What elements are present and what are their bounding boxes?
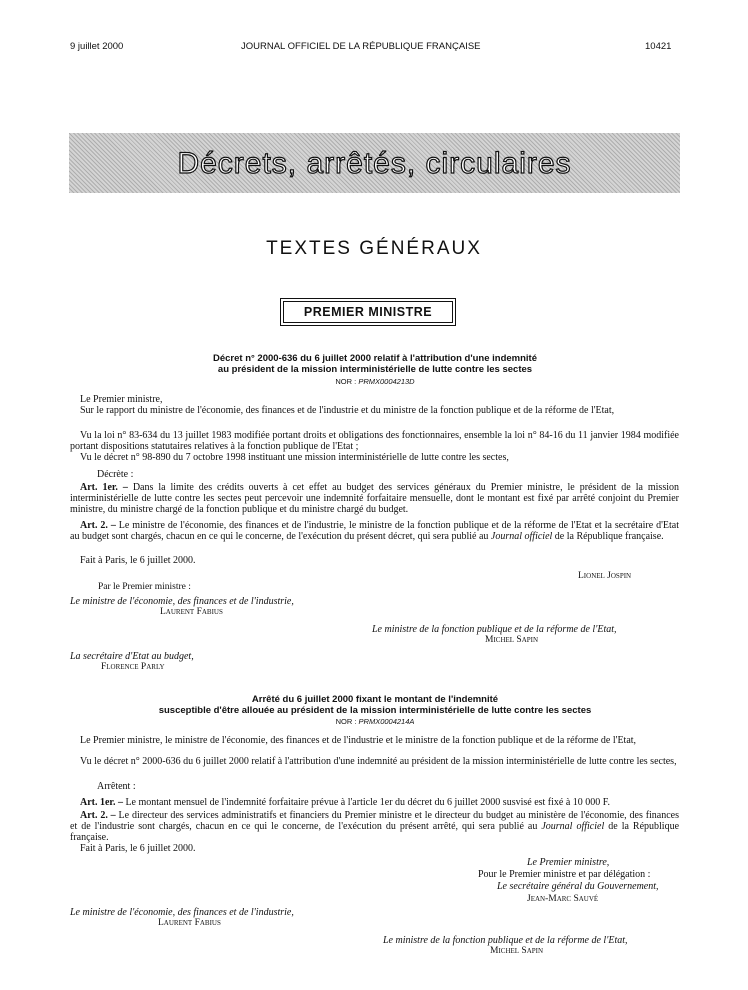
section-title: TEXTES GÉNÉRAUX [266,238,482,259]
decret-title-line2: au président de la mission interministérielle de lutte contre les sectes [217,364,533,375]
arrete-title-line2: susceptible d'être allouée au président de la mission interministérielle de lutte contre les sectes [158,705,592,716]
arrete-article-2 [70,810,679,843]
arrete-nor-code: PRMX0004214A [358,717,415,726]
arrete-article-2-text-end: de la République française. [70,821,680,843]
ministry-box [280,298,456,326]
arrete-sig1-title: Le ministre de l'économie, des finances et de l'industrie, [70,907,294,918]
decret-sig3-title: La secrétaire d'Etat au budget, [70,651,194,662]
arrete-sig2-name: Michel Sapin [490,946,544,956]
decret-article-2-label: Art. 2. – [80,520,116,531]
arrete-sig-pm-title: Le Premier ministre, [527,857,610,868]
decret-visa-1: Sur le rapport du ministre de l'économie, des finances et de l'industrie et du ministre de la fonction publique et de la réforme de l'Etat, [80,405,615,416]
arrete-sig-pm-delegation: Pour le Premier ministre et par délégation : [478,869,651,880]
decret-fait: Fait à Paris, le 6 juillet 2000. [80,555,196,566]
decret-signatory: Lionel Jospin [578,571,632,581]
arrete-article-1-label: Art. 1er. – [80,797,123,808]
decret-visa-3: Vu le décret n° 98-890 du 7 octobre 1998 instituant une mission interministérielle de lutte contre les sectes, [80,452,509,463]
arrete-visa-1: Vu le décret n° 2000-636 du 6 juillet 2000 relatif à l'attribution d'une indemnité au président de la mission interministérielle de lutte contre les sectes, [80,756,677,767]
banner-title: Décrets, arrêtés, circulaires [177,147,572,180]
decret-nor-label: NOR : [335,377,357,386]
arrete-intro: Le Premier ministre, le ministre de l'économie, des finances et de l'industrie et le ministre de la fonction publique et de la réforme de l'Etat, [80,735,637,746]
arrete-sig-pm-sg: Le secrétaire général du Gouvernement, [497,881,659,892]
arrete-arretent: Arrêtent : [97,781,136,792]
arrete-nor [100,717,650,726]
decret-article-1-label: Art. 1er. – [80,482,128,493]
header-journal-title: JOURNAL OFFICIEL DE LA RÉPUBLIQUE FRANÇAISE [241,41,481,52]
decret-sig3-name: Florence Parly [101,662,165,672]
decret-visa-2: Vu la loi n° 83-634 du 13 juillet 1983 modifiée portant droits et obligations des fonctionnaires, ensemble la loi n° 84-16 du 11 janvier 1984 modifiée portant dispositions statutaires relatives à la fonction publique de l'Etat ; [70,430,679,452]
decret-sig2-name: Michel Sapin [485,635,539,645]
decret-article-1-text: Dans la limite des crédits ouverts à cet effet au budget des services généraux du Premier ministre, le président de la mission interministérielle de lutte contre les sectes peut percevoir une indemnité forfaitaire mensuelle, dont le montant est fixé par arrêté conjoint du Premier ministre, du ministre chargé de la fonction publique et du ministre chargé du budget. [70,482,679,515]
arrete-article-1-text: Le montant mensuel de l'indemnité forfaitaire prévue à l'article 1er du décret du 6 juillet 2000 susvisé est fixé à 10 000 F. [125,797,611,808]
arrete-sig-pm-name: Jean-Marc Sauvé [527,894,599,904]
header-date: 9 juillet 2000 [70,41,124,52]
decret-article-2 [70,520,679,542]
decret-sig1-name: Laurent Fabius [160,607,223,617]
header-page-number: 10421 [645,41,672,52]
decret-intro: Le Premier ministre, [80,394,163,405]
arrete-nor-label: NOR : [335,717,357,726]
arrete-article-2-text: Le directeur des services administratifs et financiers du Premier ministre et le directeur du budget au ministère de l'économie, des finances et de l'industrie sont chargés, chacun en ce qui le concerne, de l'exécution du présent arrêté, qui sera publié au [70,810,680,832]
arrete-article-1 [70,797,679,808]
decret-par-le: Par le Premier ministre : [98,582,191,592]
decret-article-2-text-end: de la République française. [554,531,664,542]
arrete-sig2-title: Le ministre de la fonction publique et de la réforme de l'Etat, [383,935,628,946]
arrete-article-2-journal: Journal officiel [541,821,605,832]
decret-nor [100,377,650,386]
arrete-fait: Fait à Paris, le 6 juillet 2000. [80,843,196,854]
decret-decrete: Décrète : [97,469,134,480]
decret-title-line1: Décret n° 2000-636 du 6 juillet 2000 relatif à l'attribution d'une indemnité [212,353,538,364]
decret-nor-code: PRMX0004213D [358,377,415,386]
decret-sig2-title: Le ministre de la fonction publique et de la réforme de l'Etat, [372,624,617,635]
arrete-title-line1: Arrêté du 6 juillet 2000 fixant le montant de l'indemnité [251,694,499,705]
decret-article-2-journal: Journal officiel [490,531,553,542]
arrete-article-2-label: Art. 2. – [80,810,116,821]
decret-sig1-title: Le ministre de l'économie, des finances et de l'industrie, [70,596,294,607]
decret-article-1 [70,482,679,515]
arrete-sig1-name: Laurent Fabius [158,918,221,928]
decret-article-2-text: Le ministre de l'économie, des finances et de l'industrie, le ministre de la fonction publique et de la réforme de l'Etat et la secrétaire d'Etat au budget sont chargés, chacun en ce qui le concerne, de l'exécution du présent décret, qui sera publié au [70,520,679,542]
ministry-title: PREMIER MINISTRE [283,301,453,323]
